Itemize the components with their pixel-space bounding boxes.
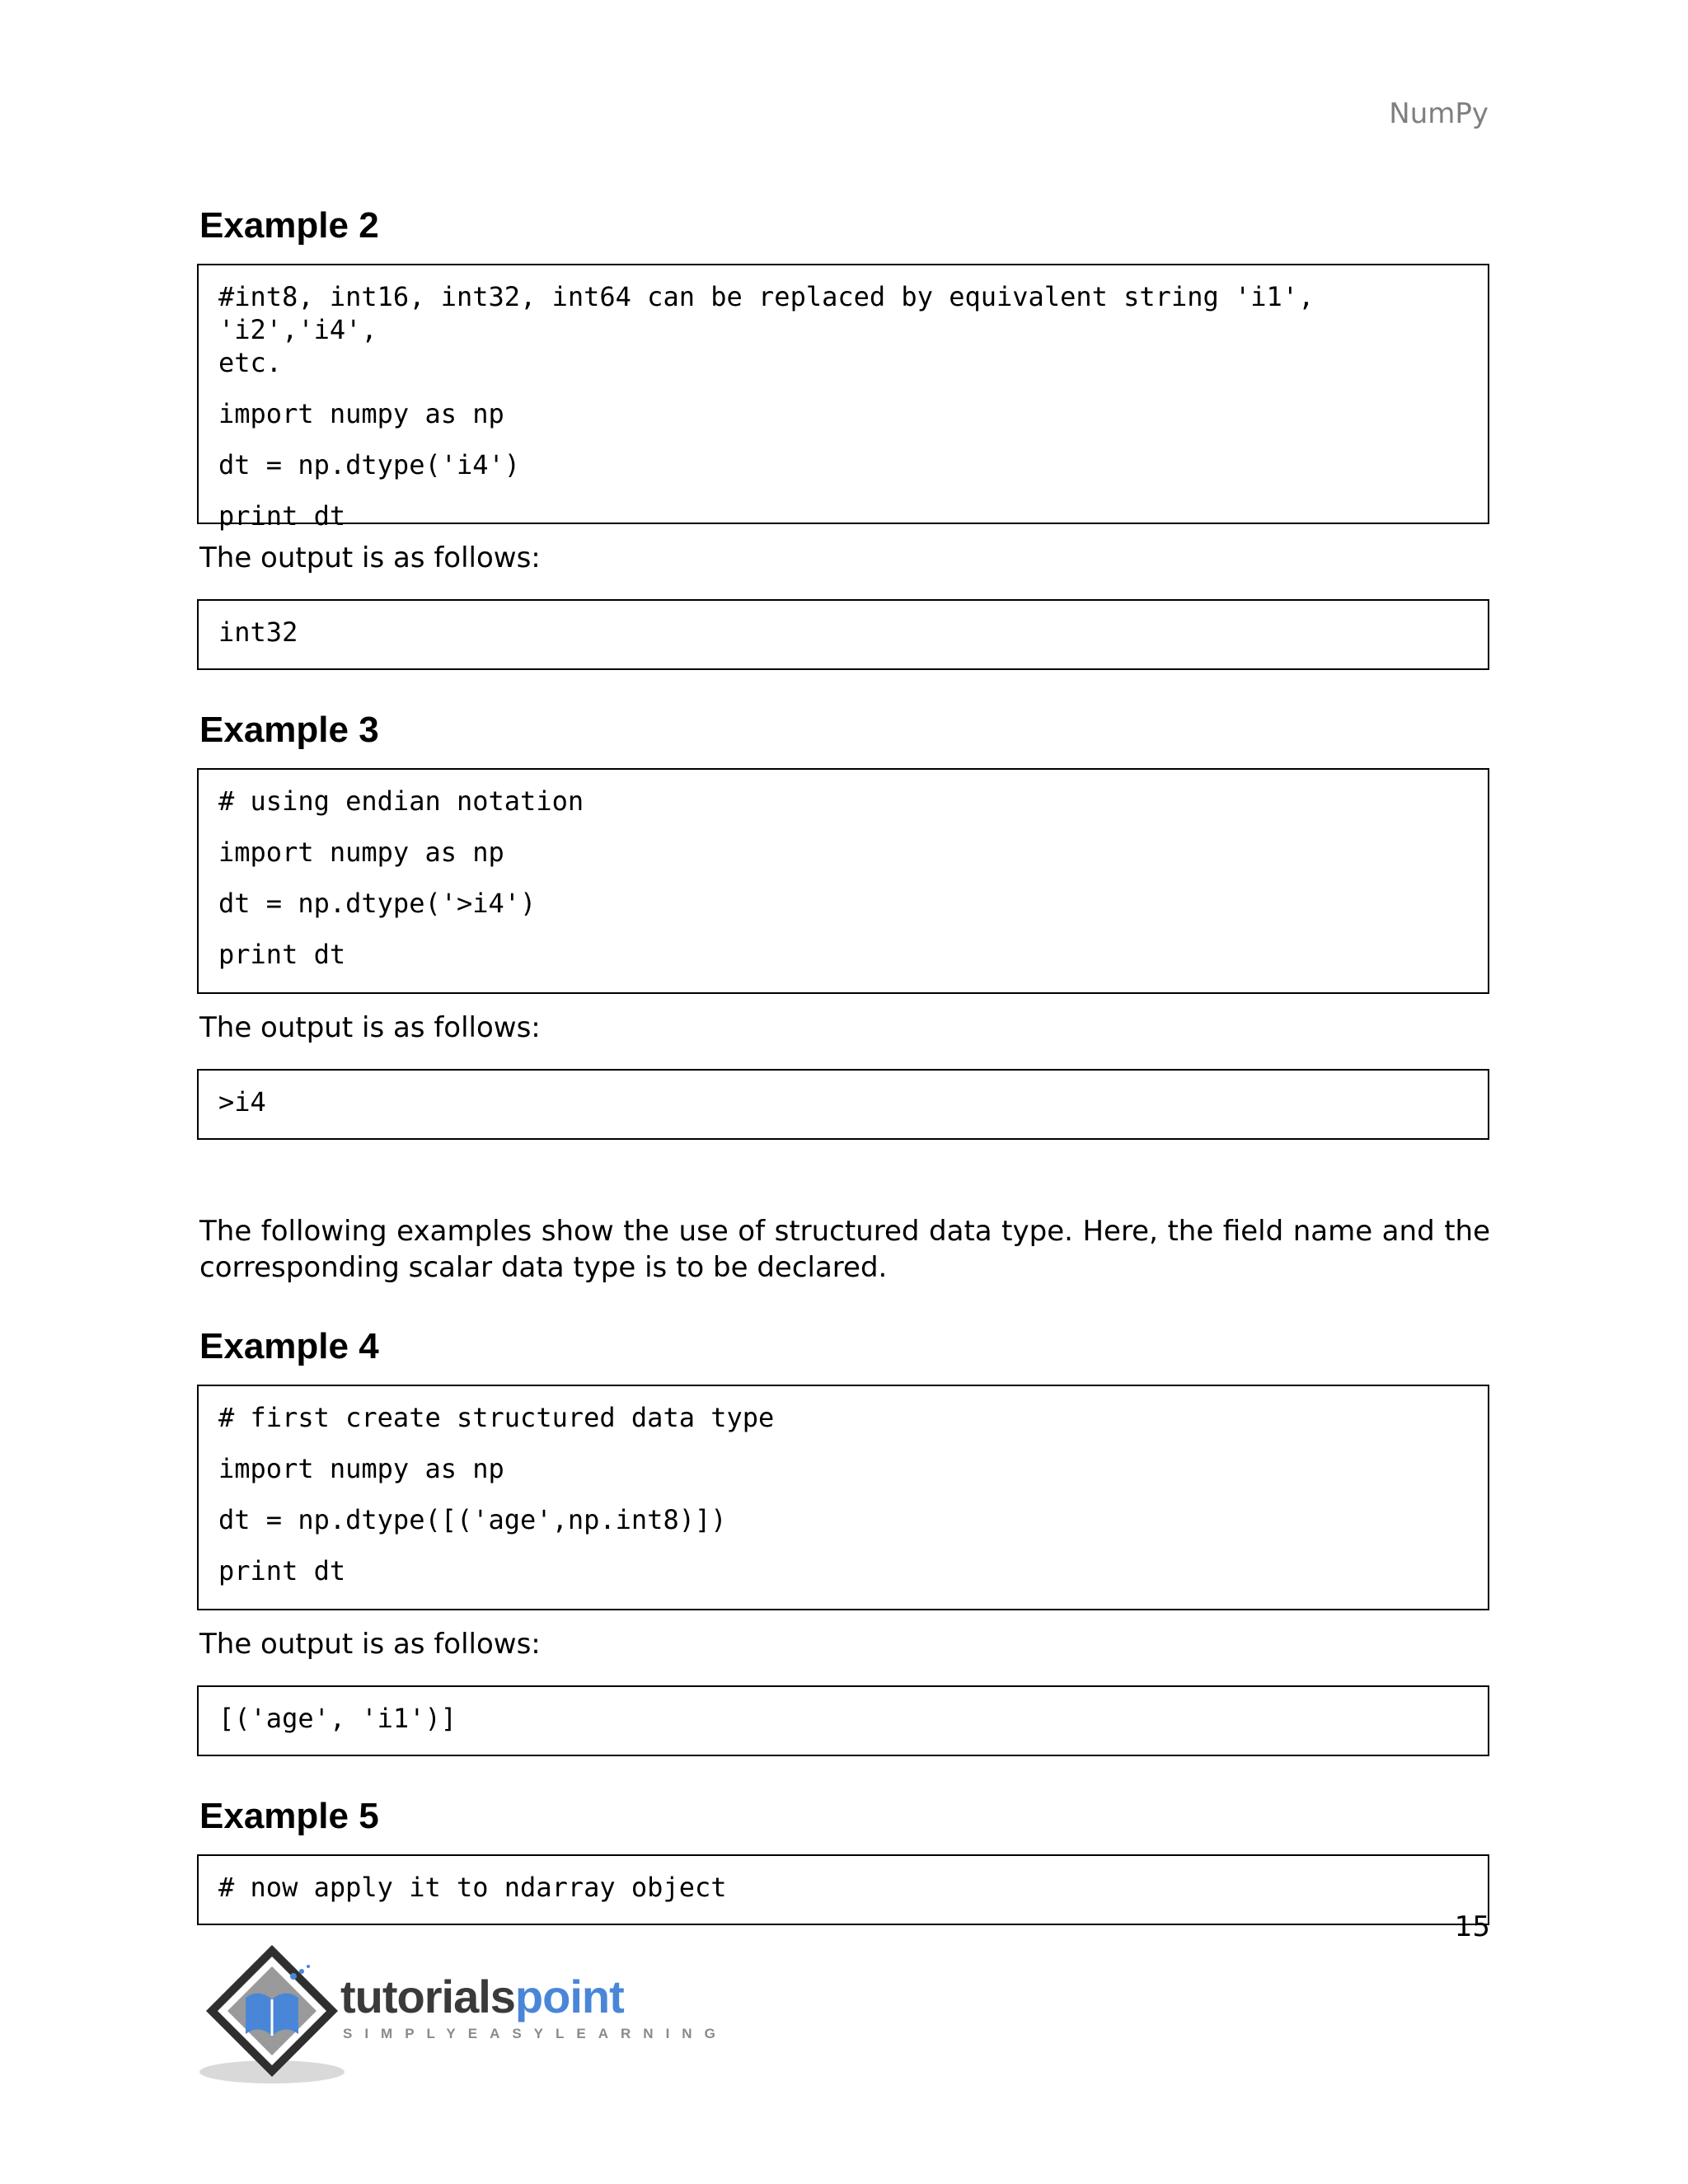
example-2-code-block [197, 264, 1489, 532]
code-line: print dt [218, 500, 346, 532]
logo-word-blue: point [514, 1971, 624, 2022]
page-number: 15 [1454, 1910, 1490, 1943]
code-line: print dt [218, 1555, 346, 1586]
code-line: import numpy as np [218, 398, 504, 429]
code-line: # now apply it to ndarray object [218, 1872, 727, 1903]
code-line: etc. [218, 347, 283, 378]
code-line: import numpy as np [218, 1453, 504, 1484]
example-3-heading: Example 3 [199, 710, 379, 750]
logo-wordmark [340, 1970, 624, 2023]
example-4-heading: Example 4 [199, 1326, 379, 1366]
code-line: dt = np.dtype('i4') [218, 449, 521, 480]
example-2-output-block [197, 599, 1489, 670]
example-3-output-block [197, 1069, 1489, 1140]
code-line: # using endian notation [218, 785, 584, 817]
example-4-output-intro: The output is as follows: [199, 1628, 541, 1661]
output-line: >i4 [218, 1086, 266, 1118]
example-2-heading: Example 2 [199, 205, 379, 246]
example-3-output-intro: The output is as follows: [199, 1011, 541, 1044]
code-line: dt = np.dtype([('age',np.int8)]) [218, 1504, 727, 1535]
logo-tagline: SIMPLYEASYLEARNING [343, 2026, 728, 2041]
output-line: int32 [218, 616, 298, 648]
code-line: import numpy as np [218, 837, 504, 868]
tutorialspoint-logo [196, 1938, 728, 2087]
logo-word-dark: tutorials [340, 1971, 515, 2022]
example-4-output-block [197, 1685, 1489, 1756]
code-line: # first create structured data type [218, 1402, 775, 1433]
output-line: [('age', 'i1')] [218, 1703, 457, 1734]
example-3-code-block [197, 768, 1489, 994]
example-2-output-intro: The output is as follows: [199, 541, 541, 574]
running-header: NumPy [1389, 97, 1489, 130]
example-5-heading: Example 5 [199, 1796, 379, 1836]
code-line: #int8, int16, int32, int64 can be replaced by equivalent string 'i1', 'i2','i4', [218, 281, 1330, 345]
code-line: print dt [218, 939, 346, 970]
code-line: dt = np.dtype('>i4') [218, 888, 537, 919]
structured-intro-paragraph: The following examples show the use of structured data type. Here, the field name and the corresponding scalar data type is to be declared. [199, 1215, 1490, 1284]
example-5-code-block [197, 1854, 1489, 1925]
example-4-code-block [197, 1385, 1489, 1610]
logo-emblem-icon [196, 1938, 345, 2087]
